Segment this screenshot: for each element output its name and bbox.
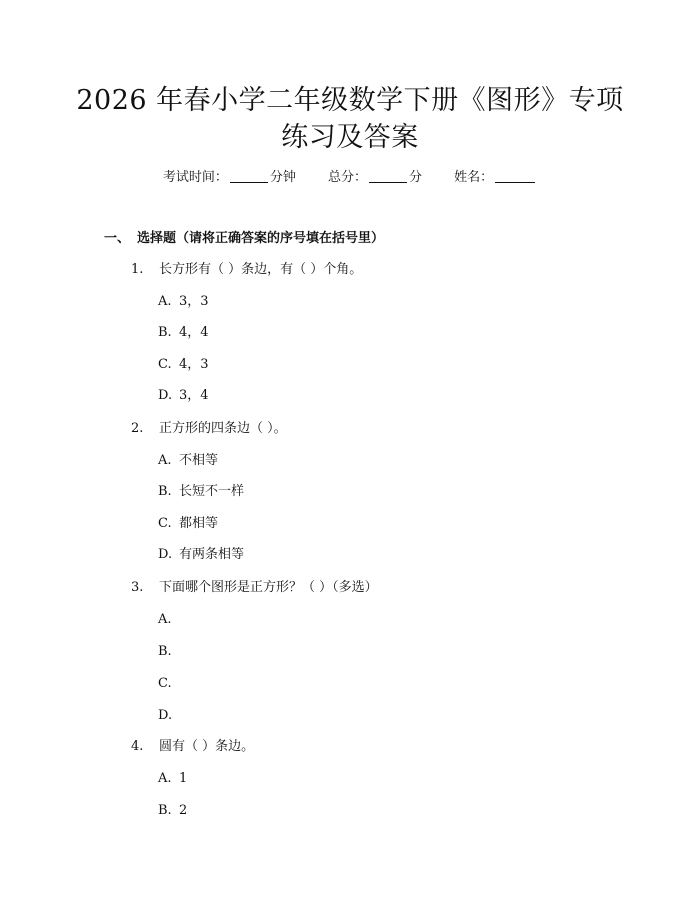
question-text: 下面哪个图形是正方形？（ ）（多选）	[159, 580, 378, 595]
option-letter: C.	[158, 357, 172, 372]
option-text: 4，4	[179, 325, 209, 340]
section-title: 选择题（请将正确答案的序号填在括号里）	[137, 231, 385, 246]
question-1-option-c[interactable]	[158, 356, 209, 374]
student-name-label: 姓名：	[454, 170, 494, 185]
question-4-option-b[interactable]	[158, 802, 187, 820]
total-score-label: 总分：	[327, 170, 367, 185]
option-text: 4，3	[179, 357, 209, 372]
page-title-line-1: 2026 年春小学二年级数学下册《图形》专项	[76, 85, 624, 116]
question-1-option-b[interactable]	[158, 324, 209, 342]
question-number: 3.	[131, 580, 144, 595]
exam-info-row	[0, 169, 700, 187]
option-letter: A.	[158, 453, 172, 468]
total-score-field	[328, 169, 422, 187]
question-number: 2.	[131, 421, 144, 436]
question-2-option-d[interactable]	[158, 546, 244, 564]
option-text: 不相等	[179, 453, 219, 468]
question-4	[131, 738, 254, 756]
student-name-field	[454, 169, 537, 187]
question-text: 长方形有（ ）条边，有（ ）个角。	[159, 262, 363, 277]
option-text: 1	[179, 771, 188, 786]
question-2	[131, 420, 287, 438]
question-2-option-a[interactable]	[158, 452, 218, 470]
option-letter: B.	[158, 803, 172, 818]
option-text: 有两条相等	[179, 547, 245, 562]
question-1	[131, 261, 362, 279]
student-name-blank[interactable]	[495, 170, 535, 183]
exam-time-blank[interactable]	[230, 170, 268, 183]
question-3-option-a[interactable]	[158, 611, 179, 629]
total-score-unit: 分	[409, 170, 423, 185]
question-2-option-b[interactable]	[158, 483, 244, 501]
question-1-option-d[interactable]	[158, 387, 209, 405]
option-letter: D.	[158, 388, 173, 403]
exam-time-unit: 分钟	[269, 170, 296, 185]
section-heading	[104, 230, 384, 248]
option-letter: D.	[158, 708, 173, 723]
question-3-option-c[interactable]	[158, 675, 179, 693]
option-letter: B.	[158, 644, 172, 659]
question-number: 1.	[131, 262, 144, 277]
option-text: 长短不一样	[179, 484, 245, 499]
option-letter: B.	[158, 484, 172, 499]
option-text: 3，3	[179, 294, 209, 309]
option-letter: A.	[158, 612, 172, 627]
question-2-option-c[interactable]	[158, 515, 218, 533]
question-4-option-a[interactable]	[158, 770, 187, 788]
page-title-line-2: 练习及答案	[281, 122, 419, 153]
total-score-blank[interactable]	[369, 170, 407, 183]
option-letter: D.	[158, 547, 173, 562]
option-letter: B.	[158, 325, 172, 340]
exam-time-label: 考试时间：	[162, 170, 228, 185]
option-letter: C.	[158, 516, 172, 531]
question-3	[131, 579, 378, 597]
question-text: 圆有（ ）条边。	[159, 739, 255, 754]
option-text: 2	[179, 803, 188, 818]
question-text: 正方形的四条边（ ）。	[159, 421, 287, 436]
question-3-option-d[interactable]	[158, 707, 179, 725]
question-1-option-a[interactable]	[158, 293, 209, 311]
option-letter: A.	[158, 771, 172, 786]
option-text: 3，4	[179, 388, 209, 403]
section-number: 一、	[104, 231, 131, 246]
question-3-option-b[interactable]	[158, 643, 179, 661]
option-text: 都相等	[179, 516, 219, 531]
option-letter: A.	[158, 294, 172, 309]
question-number: 4.	[131, 739, 144, 754]
exam-time-field	[163, 169, 296, 187]
option-letter: C.	[158, 676, 172, 691]
